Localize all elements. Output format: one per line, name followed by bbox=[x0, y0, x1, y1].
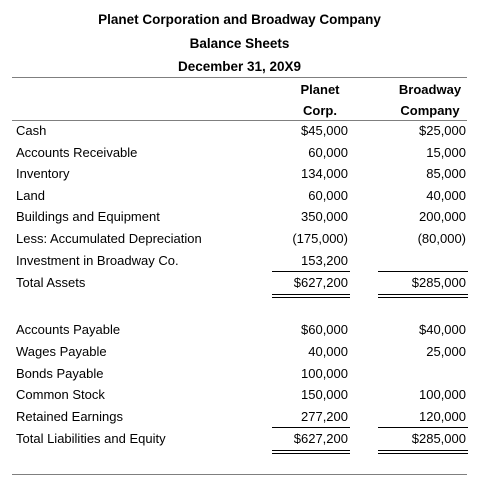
table-row-bonds-payable bbox=[0, 363, 479, 385]
table-row-land bbox=[0, 185, 479, 207]
table-row-accounts-receivable bbox=[0, 142, 479, 164]
table-row-common-stock bbox=[0, 384, 479, 406]
top-divider bbox=[12, 77, 467, 78]
broadway-value: 100,000 bbox=[419, 387, 466, 402]
row-label: Investment in Broadway Co. bbox=[16, 253, 179, 268]
planet-value: 60,000 bbox=[308, 188, 348, 203]
planet-value: 150,000 bbox=[301, 387, 348, 402]
table-row-total-assets bbox=[0, 272, 479, 294]
planet-value: $627,200 bbox=[293, 431, 348, 446]
row-label: Bonds Payable bbox=[16, 366, 104, 381]
planet-value: 40,000 bbox=[308, 344, 348, 359]
broadway-value: 85,000 bbox=[426, 166, 466, 181]
row-label: Accounts Payable bbox=[16, 322, 121, 337]
row-label: Less: Accumulated Depreciation bbox=[16, 231, 202, 246]
column-header-broadway-line1: Broadway bbox=[398, 82, 462, 97]
column-header-planet-line1: Planet bbox=[300, 82, 340, 97]
report-date: December 31, 20X9 bbox=[177, 59, 302, 74]
row-label: Retained Earnings bbox=[16, 409, 123, 424]
total-double-rule-planet bbox=[272, 294, 350, 298]
broadway-value: $40,000 bbox=[419, 322, 466, 337]
broadway-value: $285,000 bbox=[411, 275, 466, 290]
row-label: Buildings and Equipment bbox=[16, 209, 160, 224]
column-header-broadway bbox=[385, 79, 475, 121]
row-label: Total Assets bbox=[16, 275, 86, 290]
report-subtitle: Balance Sheets bbox=[189, 36, 290, 51]
row-label: Total Liabilities and Equity bbox=[16, 431, 166, 446]
planet-value: 277,200 bbox=[301, 409, 348, 424]
broadway-value: 120,000 bbox=[419, 409, 466, 424]
planet-value: $60,000 bbox=[301, 322, 348, 337]
table-row-total-liabilities-equity bbox=[0, 428, 479, 450]
planet-value: 100,000 bbox=[301, 366, 348, 381]
table-row-buildings-equipment bbox=[0, 206, 479, 228]
broadway-value: 25,000 bbox=[426, 344, 466, 359]
total-double-rule-broadway bbox=[378, 294, 468, 298]
table-row-retained-earnings bbox=[0, 406, 479, 428]
planet-value: 134,000 bbox=[301, 166, 348, 181]
row-label: Land bbox=[16, 188, 45, 203]
row-label: Wages Payable bbox=[16, 344, 107, 359]
broadway-value: (80,000) bbox=[417, 231, 466, 246]
broadway-value: 40,000 bbox=[426, 188, 466, 203]
broadway-value: 15,000 bbox=[426, 145, 466, 160]
broadway-value: 200,000 bbox=[419, 209, 466, 224]
planet-value: $627,200 bbox=[293, 275, 348, 290]
table-row-accumulated-depreciation bbox=[0, 228, 479, 250]
broadway-value: $25,000 bbox=[419, 123, 466, 138]
total-double-rule-planet-2 bbox=[272, 450, 350, 454]
report-title: Planet Corporation and Broadway Company bbox=[98, 12, 381, 27]
row-label: Cash bbox=[16, 123, 47, 138]
column-header-broadway-line2: Company bbox=[400, 103, 460, 118]
planet-value: 153,200 bbox=[301, 253, 348, 268]
planet-value: $45,000 bbox=[301, 123, 348, 138]
row-label: Accounts Receivable bbox=[16, 145, 138, 160]
planet-value: 350,000 bbox=[301, 209, 348, 224]
total-double-rule-broadway-2 bbox=[378, 450, 468, 454]
column-header-planet bbox=[280, 79, 360, 121]
table-row-inventory bbox=[0, 163, 479, 185]
table-row-investment-broadway bbox=[0, 250, 479, 272]
broadway-value: $285,000 bbox=[411, 431, 466, 446]
table-row-cash bbox=[0, 120, 479, 142]
table-row-accounts-payable bbox=[0, 319, 479, 341]
planet-value: 60,000 bbox=[308, 145, 348, 160]
row-label: Inventory bbox=[16, 166, 70, 181]
row-label: Common Stock bbox=[16, 387, 105, 402]
column-header-planet-line2: Corp. bbox=[303, 103, 337, 118]
bottom-divider bbox=[12, 474, 467, 475]
table-row-wages-payable bbox=[0, 341, 479, 363]
planet-value: (175,000) bbox=[292, 231, 348, 246]
